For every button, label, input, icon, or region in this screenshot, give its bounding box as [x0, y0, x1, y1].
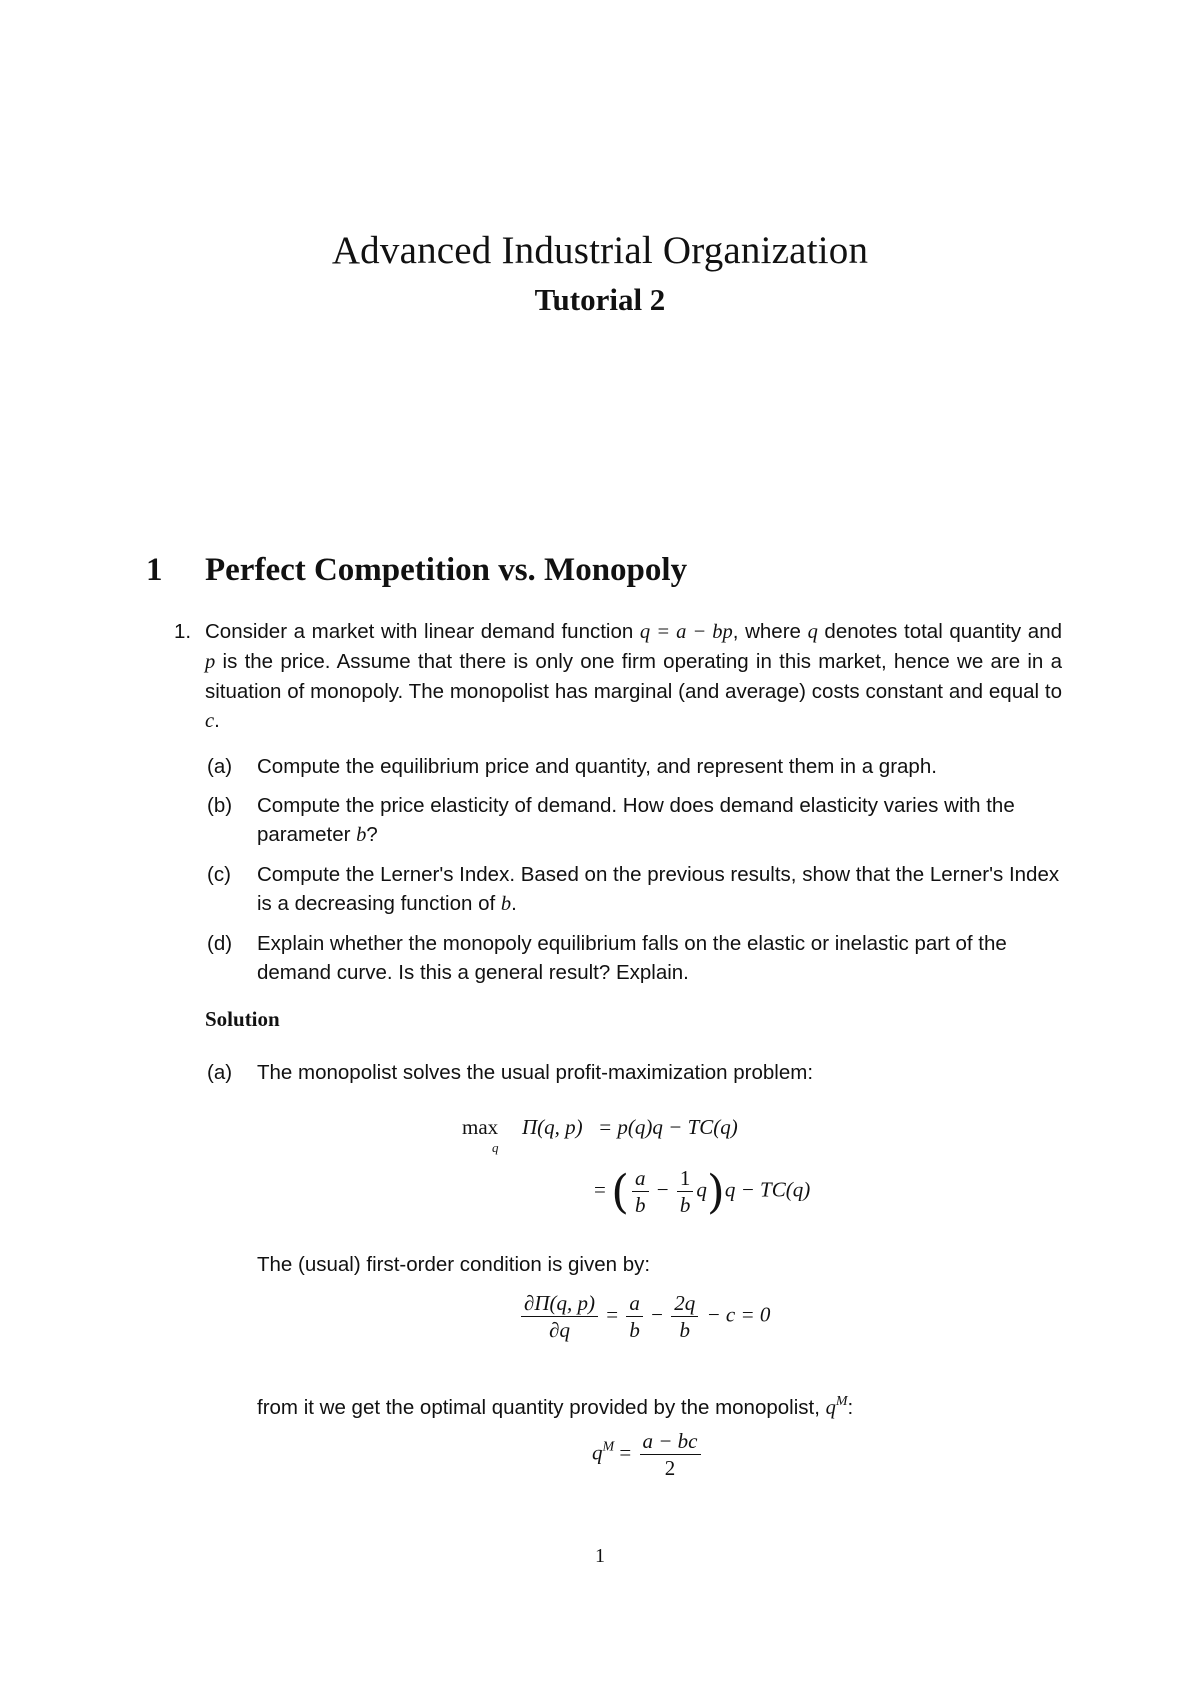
variable-b: b: [500, 893, 512, 915]
fraction-1-over-b: [677, 1165, 694, 1218]
sub-question-text: [257, 791, 1062, 850]
problem-1: [174, 617, 1062, 736]
fraction-optimal-quantity: [640, 1428, 701, 1481]
sub-question-list: [207, 752, 1062, 997]
problem-text-part: , where: [732, 620, 808, 643]
variable-q: q: [807, 621, 818, 643]
sub-question-label: (b): [207, 794, 233, 817]
left-paren: (: [611, 1164, 630, 1219]
optimal-quantity-text: [257, 1387, 853, 1423]
right-paren: ): [706, 1164, 725, 1219]
eq1-lhs: Π(q, p): [522, 1115, 583, 1139]
fraction-numerator: ∂Π(q, p): [521, 1290, 598, 1317]
fraction-denominator: ∂q: [549, 1318, 570, 1342]
optimal-quantity-text-part: from it we get the optimal quantity provided by the monopolist,: [257, 1396, 826, 1419]
equals-sign: =: [594, 1177, 606, 1202]
eq1-rhs: = p(q)q − TC(q): [598, 1115, 738, 1139]
superscript-m: M: [835, 1394, 848, 1409]
fraction-denominator: b: [629, 1318, 640, 1342]
fraction-denominator: b: [635, 1193, 646, 1217]
eq2-tail: q − TC(q): [724, 1177, 811, 1202]
sub-question-text: [257, 860, 1062, 919]
superscript-m: M: [602, 1439, 615, 1455]
eq3: [518, 1290, 770, 1343]
optimal-quantity-text-part: :: [847, 1396, 854, 1419]
fraction-a-over-b: [626, 1290, 643, 1343]
sub-question-label: (a): [207, 755, 233, 778]
fraction-numerator: 1: [677, 1165, 694, 1192]
fraction-numerator: 2q: [671, 1290, 698, 1317]
equals-sign: =: [606, 1302, 619, 1327]
fraction-denominator: 2: [664, 1456, 676, 1480]
document-title: Advanced Industrial Organization: [331, 229, 869, 272]
variable-c: c: [205, 710, 215, 732]
document-subtitle: Tutorial 2: [534, 282, 666, 317]
sub-question-text: Compute the equilibrium price and quantity, and represent them in a graph.: [257, 755, 937, 778]
section-heading: [146, 552, 687, 589]
variable-q: q: [592, 1440, 603, 1465]
eq2: [594, 1165, 810, 1218]
sub-question-a: [207, 752, 1062, 781]
section-number: 1: [146, 552, 163, 588]
fraction-denominator: b: [679, 1318, 690, 1342]
fraction-2q-over-b: [671, 1290, 698, 1343]
page-number: 1: [595, 1545, 605, 1567]
eq1-max-subscript: q: [492, 1140, 499, 1155]
problem-text: [205, 617, 1062, 736]
minus-sign: −: [656, 1177, 669, 1202]
sub-question-d: [207, 929, 1062, 987]
fraction-a-over-b: [632, 1165, 649, 1218]
section-title: Perfect Competition vs. Monopoly: [205, 552, 688, 588]
derivative-fraction: [521, 1290, 598, 1343]
sub-question-b: [207, 791, 1062, 850]
fraction-denominator: b: [679, 1193, 691, 1217]
foc-text: The (usual) first-order condition is given by:: [257, 1253, 651, 1276]
eq4: [592, 1428, 704, 1481]
sub-question-c: [207, 860, 1062, 919]
variable-q: q: [825, 1397, 836, 1419]
sub-question-text-part: Compute the price elasticity of demand. How does demand elasticity varies with the parameter: [257, 794, 1015, 846]
fraction-numerator: a − bc: [640, 1428, 701, 1455]
problem-text-part: is the price. Assume that there is only one firm operating in this market, hence we are in a situation of monopoly. The monopolist has marginal (and average) costs constant and equal to: [205, 650, 1062, 703]
solution-label: (a): [207, 1061, 233, 1084]
variable-b: b: [356, 824, 367, 846]
fraction-numerator: a: [632, 1165, 649, 1192]
demand-equation: q = a − bp: [639, 621, 733, 643]
problem-text-part: Consider a market with linear demand function: [205, 620, 640, 643]
problem-text-part: denotes total quantity and: [817, 620, 1062, 643]
eq3-tail: − c = 0: [706, 1302, 771, 1327]
sub-question-text-part: Compute the Lerner's Index. Based on the previous results, show that the Lerner's Index is a decreasing function of: [257, 863, 1060, 915]
eq1-max-operator: max: [462, 1115, 499, 1139]
problem-number: 1.: [174, 620, 192, 643]
variable-q: q: [696, 1177, 707, 1202]
solution-a: [207, 1058, 1062, 1087]
solution-text: The monopolist solves the usual profit-maximization problem:: [257, 1061, 814, 1084]
sub-question-text-part: .: [511, 892, 517, 915]
problem-text-part: .: [214, 709, 220, 732]
variable-p: p: [205, 651, 216, 673]
fraction-numerator: a: [626, 1290, 643, 1317]
equals-sign: =: [619, 1440, 632, 1465]
sub-question-text-part: ?: [366, 823, 378, 846]
sub-question-label: (d): [207, 932, 233, 955]
sub-question-text: Explain whether the monopoly equilibrium falls on the elastic or inelastic part of the demand curve. Is this a general result? Explain.: [257, 932, 1007, 984]
minus-sign: −: [651, 1302, 663, 1327]
sub-question-label: (c): [207, 863, 231, 886]
solution-heading: Solution: [205, 1007, 280, 1031]
